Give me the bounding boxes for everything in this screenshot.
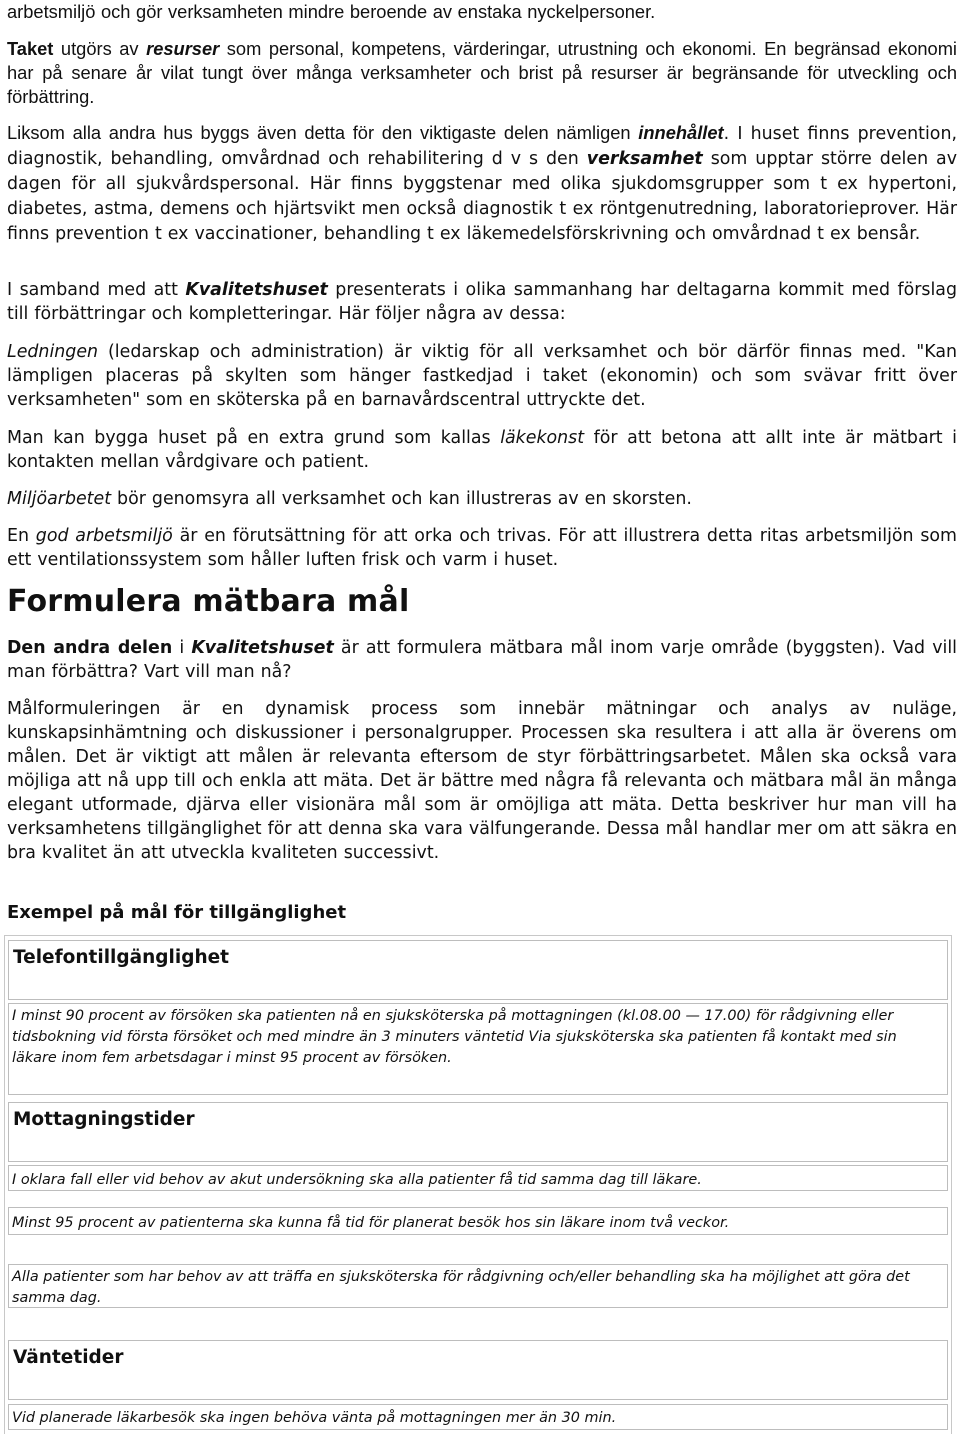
goal-cell-mottagning-3 [8, 1264, 948, 1308]
text-run: Man kan bygga huset på en extra grund som kallas [7, 428, 501, 448]
bold-term-andra-delen: Den andra delen [7, 638, 173, 658]
text-run: som personal, kompetens, värderingar, utrustning och ekonomi. En begränsad ekonomi har på senare år vilat tungt över många verksamheter och brist på resurser är begränsande för utveckling och förbättring. [7, 38, 957, 107]
goal-cell-mottagning-1 [8, 1165, 948, 1191]
text-run: är att formulera mätbara mål inom varje område (byggsten). Vad vill man förbättra? Vart vill man nå? [7, 638, 957, 682]
goal-text: Minst 95 procent av patienterna ska kunna få tid för planerat besök hos sin läkare inom två veckor. [12, 1215, 730, 1231]
bold-term-resurser: resurser [146, 38, 220, 59]
paragraph-miljoarbetet [7, 487, 957, 511]
paragraph-intro-end [7, 0, 957, 24]
goal-header-telefon [8, 940, 948, 1000]
italic-term-god-arbetsmiljo: god arbetsmiljö [35, 526, 173, 546]
paragraph-arbetsmiljo [7, 524, 957, 572]
goal-header-mottagning [8, 1102, 948, 1162]
paragraph-taket [7, 37, 957, 109]
text-run: . I huset finns prevention, diagnostik, behandling, omvårdnad och rehabilitering d v s den [7, 124, 958, 169]
text-run: utgörs av [53, 38, 147, 59]
paragraph-innehallet [7, 121, 957, 246]
goal-text: I minst 90 procent av försöken ska patienten nå en sjuksköterska på mottagningen (kl.08.00 — 17.00) för rådgivning eller tidsbokning vid första försöket och med mindre än 3 minuters väntetid Via sjuksköterska ska patienten få kontakt med sin läkare inom fem arbetsdagar i minst 95 procent av försöken. [12, 1008, 897, 1066]
goal-title: Telefontillgänglighet [13, 947, 230, 968]
italic-term-miljoarbetet: Miljöarbetet [7, 489, 112, 509]
text-run: i [172, 638, 192, 658]
text-run: som upptar större delen av dagen för all sjukvårdspersonal. Här finns byggstenar med olika sjukdomsgrupper som t ex hypertoni, diabetes, astma, demens och hjärtsvikt men också diagnostik t ex röntgenutredning, laboratorieprover. Här finns prevention t ex vaccinationer, behandling t ex läkemedelsförskrivning och omvårdnad t ex bensår. [7, 149, 958, 244]
bold-term-kvalitetshuset-2: Kvalitetshuset [191, 638, 334, 658]
bold-term-innehallet: innehållet [638, 122, 724, 143]
paragraph-lakekonst [7, 426, 957, 474]
goal-text: Vid planerade läkarbesök ska ingen behöva vänta på mottagningen mer än 30 min. [12, 1410, 617, 1426]
text-run: presenterats i olika sammanhang har deltagarna kommit med förslag till förbättringar och kompletteringar. Här följer några av dessa: [7, 280, 957, 324]
goal-text: I oklara fall eller vid behov av akut undersökning ska alla patienter få tid samma dag till läkare. [12, 1172, 702, 1188]
text-run: Liksom alla andra hus byggs även detta för den viktigaste delen nämligen [7, 122, 639, 143]
text-run: En [7, 526, 36, 546]
text-run: (ledarskap och administration) är viktig för all verksamhet och bör därför finnas med. "Kan lämpligen placeras på skylten som hänger fastkedjad i taket (ekonomin) och som svävar fritt över verksamheten" som en sköterska på en barnavårdscentral uttryckte det. [7, 342, 957, 410]
goal-title: Väntetider [13, 1347, 124, 1368]
goal-title: Mottagningstider [13, 1109, 195, 1130]
italic-term-lakekonst: läkekonst [500, 428, 585, 448]
italic-term-ledningen: Ledningen [7, 342, 99, 362]
paragraph-samband [7, 278, 957, 326]
goal-header-vantetider [8, 1340, 948, 1400]
goal-cell-vantetider [8, 1404, 948, 1430]
text-run: arbetsmiljö och gör verksamheten mindre beroende av enstaka nyckelpersoner. [7, 1, 656, 22]
text-run: för att betona att allt inte är mätbart i kontakten mellan vårdgivare och patient. [7, 428, 957, 472]
subheading-exempel: Exempel på mål för tillgänglighet [7, 902, 347, 923]
goal-cell-mottagning-2 [8, 1207, 948, 1235]
text-run: bör genomsyra all verksamhet och kan illustreras av en skorsten. [111, 489, 692, 509]
bold-term-taket: Taket [7, 38, 54, 59]
goals-table [4, 935, 952, 1434]
goal-cell-telefon [8, 1003, 948, 1095]
bold-term-verksamhet: verksamhet [586, 149, 703, 169]
text-run: I samband med att [7, 280, 186, 300]
section-heading: Formulera mätbara mål [7, 584, 410, 619]
text-run: Målformuleringen är en dynamisk process som innebär mätningar och analys av nuläge, kunskapsinhämtning och diskussioner i personalgrupper. Processen ska resultera i att alla är överens om målen. Det är viktigt att målen är relevanta eftersom de styr förbättringsarbetet. Målen ska också vara möjliga att nå upp till och enkla att mäta. Det är bättre med några få relevanta och mätbara mål än många elegant utformade, djärva eller visionära mål som är omöjliga att mäta. Detta beskriver hur man vill ha verksamhetens tillgänglighet för att denna ska vara välfungerande. Dessa mål handlar mer om att säkra en bra kvalitet än att utveckla kvaliteten successivt. [7, 699, 957, 863]
text-run: är en förutsättning för att orka och trivas. För att illustrera detta ritas arbetsmiljön som ett ventilationssystem som håller luften frisk och varm i huset. [7, 526, 957, 570]
bold-term-kvalitetshuset: Kvalitetshuset [185, 280, 328, 300]
goal-text: Alla patienter som har behov av att träffa en sjuksköterska för rådgivning och/eller behandling ska ha möjlighet att göra det samma dag. [12, 1269, 910, 1306]
paragraph-malformulering [7, 697, 957, 865]
paragraph-andra-delen [7, 636, 957, 684]
paragraph-ledningen [7, 340, 957, 412]
